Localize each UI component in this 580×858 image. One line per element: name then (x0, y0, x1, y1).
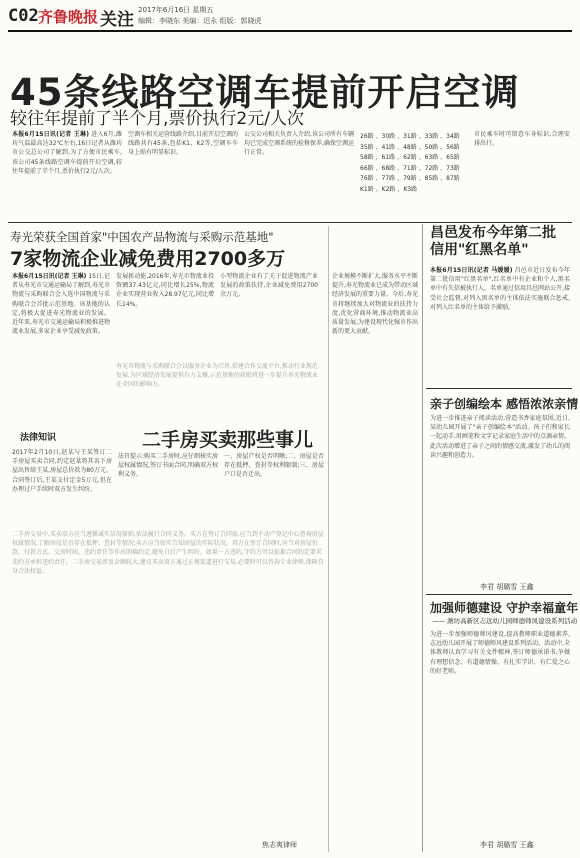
route-row: 35路 、41路 、48路 、50路 、56路 (360, 143, 460, 151)
header-rule (8, 30, 572, 32)
lead-column-1: 本报6月15日讯(记者 王琳) 进入6月,潍坊气温最高达32℃左右,16日记者从潍坊市公交总公司了解到,为了方便市民乘车,该公司45条线路空调车提前开启空调,较往年提前了半个月,票价执行2元/人次。 (12, 131, 122, 175)
teacher-subtitle: —— 潍坊高新区志远幼儿园师德师风建设系列活动 (432, 617, 578, 625)
changyi-body: 本报6月15日讯(记者 马媛媛) 昌邑市近日发布今年第二批信用"红黑名单",红名单中有企业和个人,黑名单中有失信被执行人。名单通过信用昌邑网站公开,接受社会监督,对列入黑名单的主体依法实施联合惩戒,对列入红名单的主体给予激励。 (430, 267, 570, 311)
law-filler-text: 二手房交易中,买卖双方应当遵循诚实信用原则,依法履行合同义务。买方在签订合同前,应当到不动产登记中心查询房屋权属情况,了解房屋是否存在抵押、查封等情况;卖方应当如实告知房屋的实际状况。双方在签订合同时,应当对房屋价款、付款方式、交房时间、违约责任等作出明确约定,避免日后产生纠纷。如果一方违约,守约方可以依据合同约定要求违约方承担违约责任。二手房交易涉及金额较大,建议买卖双方通过正规渠道进行交易,必要时可以咨询专业律师,保障自身合法权益。 (12, 531, 324, 575)
editor-line: 编辑：李晓东 美编：迟永 组版：郭晓虎 (138, 17, 262, 25)
page-number: C02 (8, 6, 39, 26)
logistics-column-2: 发展新动能,2016年,寿光市物流业投资额37.43亿元,同比增长25%,物流企业实现营业收入28.97亿元,同比增长14%。 (116, 273, 214, 308)
logistics-title: 7家物流企业减免费用2700多万 (10, 248, 286, 270)
lead-headline: 45条线路空调车提前开启空调 (10, 71, 520, 114)
law-column-2: 法官提示:购买二手房时,应仔细核实房屋权属情况,签订书面合同,明确双方权利义务。 (118, 453, 218, 479)
section-title: 关注 (100, 10, 134, 30)
logistics-kicker: 寿光荣获全国首家"中国农产品物流与采购示范基地" (10, 230, 274, 244)
teacher-byline: 李君 胡璐雪 王鑫 (480, 841, 534, 849)
lead-column-2: 空调车相关运营线路介绍,目前开启空调的线路共有45条,包括K1、K2等,空调车车身上贴有明显标识。 (128, 131, 238, 157)
teacher-body: 为进一步加强师德师风建设,提高教师职业道德素养,志远幼儿园开展了师德师风建设系列活动。活动中,全体教师认真学习有关文件精神,签订师德承诺书,争做有理想信念、有道德情操、有扎实学识、有仁爱之心的好老师。 (430, 631, 570, 675)
law-title: 二手房买卖那些事儿 (142, 429, 314, 451)
logistics-column-3: 小型物流企业有了关于促进物流产业发展的政策扶持,企业减免费用2700余万元。 (220, 273, 318, 299)
inner-column-rule (328, 226, 329, 852)
route-row: 76路 、77路 、79路 、85路 、87路 (360, 175, 460, 182)
route-list (360, 132, 468, 220)
changyi-title-line2: 信用"红黑名单" (430, 242, 529, 258)
lead-column-5: 市民乘车时可留意车身标识,合理安排出行。 (474, 131, 570, 148)
charity-byline: 李君 胡璐雪 王鑫 (480, 583, 534, 591)
route-row: K1路 、K2路 、K3路 (360, 185, 418, 193)
charity-title: 亲子创编绘本 感悟浓浓亲情 (430, 397, 579, 411)
teacher-title: 加强师德建设 守护幸福童年 (430, 601, 579, 615)
law-byline: 焦志爽律师 (262, 841, 297, 849)
law-column-1: 2017年2月10日,赵某与王某签订二手房屋买卖合同,约定赵某将其名下房屋出售给王某,房屋总价款为80万元。 合同签订后,王某支付定金5万元,但在办理过户手续时双方发生纠纷。 (12, 449, 112, 493)
law-kicker: 法律知识 (20, 433, 57, 443)
route-row: 66路 、68路 、71路 、72路 、73路 (360, 164, 460, 172)
changyi-title-line1: 昌邑发布今年第二批 (430, 225, 556, 241)
lead-column-3: 公交公司相关负责人介绍,该公司所有车辆均已完成空调系统的检修保养,确保空调运行正常。 (244, 131, 354, 157)
lead-subhead: 较往年提前了半个月,票价执行2元/人次 (10, 109, 304, 129)
logistics-column-1: 本报6月15日讯(记者 王琳) 15日,记者从寿光市交通运输局了解到,寿光市物流与采购联合会入选中国物流与采购联合会首批示范基地。该基地的认定,将极大促进寿光物流业的发展。 近年来,寿光市交通运输局积极推进物流业发展,多家企业享受减免政策。 (12, 273, 110, 336)
divider (426, 388, 572, 389)
logistics-filler-text: 寿光市物流与采购联合会以服务企业为宗旨,搭建合作交流平台,推动行业规范发展,为区域经济发展提供有力支撑,示范基地的获批将进一步提升寿光物流业在全国的影响力。 (116, 363, 318, 389)
route-row: 58路 、61路 、62路 、63路 、65路 (360, 154, 460, 161)
route-row: 26路 、30路 、31路 、33路 、34路 (360, 133, 460, 140)
date-line: 2017年6月16日 星期五 (138, 6, 214, 14)
logistics-column-4: 企业规模不断扩大,服务水平不断提升,寿光物流业已成为带动区域经济发展的重要力量。今后,寿光市将继续加大对物流业的扶持力度,优化营商环境,推动物流业高质量发展,为建设现代化强市作出新的更大贡献。 (332, 273, 418, 336)
charity-body: 为进一步推进亲子阅读活动,营造书香家庭氛围,近日,某幼儿园开展了"亲子创编绘本"活动。孩子们和家长一起动手,用画笔和文字记录家庭生活中的点滴亲情。此次活动增进了亲子之间的情感交流,激发了幼儿的阅读兴趣和创造力。 (430, 415, 570, 459)
column-rule (422, 224, 423, 852)
newspaper-logo: 齐鲁晚报 (38, 8, 99, 26)
law-column-3: 一、房屋产权是否明晰;二、房屋是否存在抵押、查封等权利限制;三、房屋户口是否迁出。 (224, 453, 324, 479)
divider (426, 594, 572, 595)
